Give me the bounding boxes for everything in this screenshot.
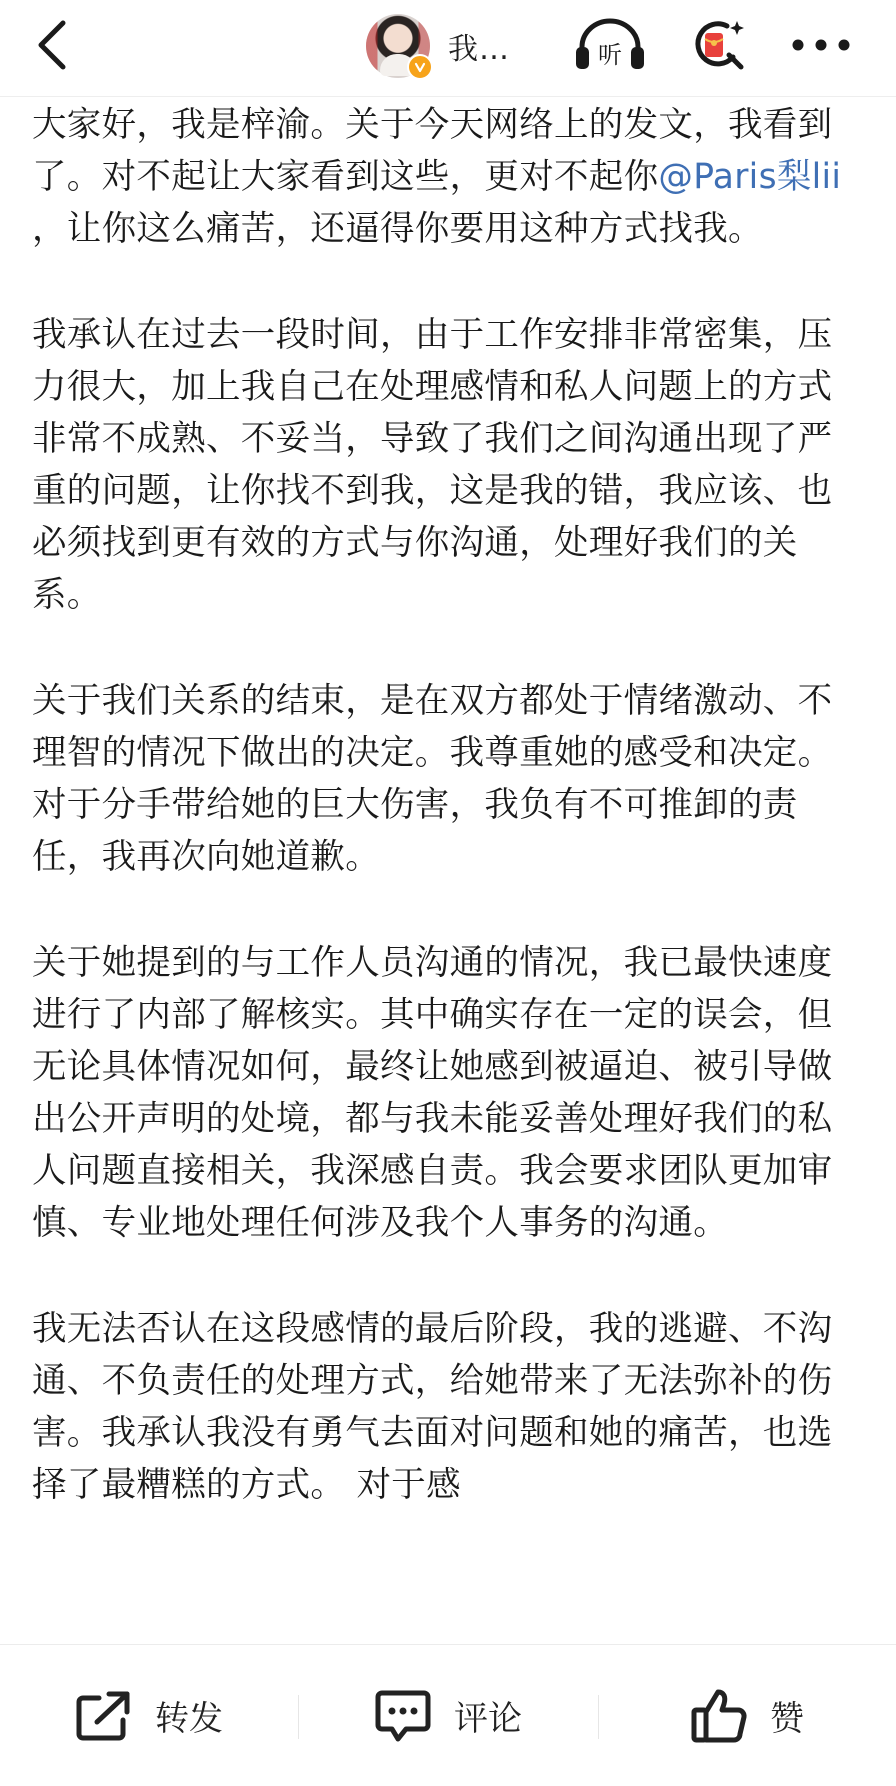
listen-button[interactable] bbox=[572, 10, 648, 80]
repost-button[interactable] bbox=[0, 1645, 298, 1786]
bottom-action-bar bbox=[0, 1644, 896, 1786]
post-body bbox=[32, 96, 864, 1642]
red-envelope-search-icon bbox=[691, 17, 747, 73]
more-options-button[interactable] bbox=[786, 10, 856, 80]
chevron-left-icon bbox=[35, 19, 69, 71]
avatar[interactable] bbox=[366, 14, 430, 78]
paragraph-text: 大家好，我是梓渝。关于今天网络上的发文，我看到了。对不起让大家看到这些，更对不起你 bbox=[32, 105, 833, 197]
more-horizontal-icon bbox=[790, 37, 852, 53]
author-profile[interactable] bbox=[366, 8, 510, 84]
comment-button[interactable] bbox=[298, 1645, 598, 1786]
like-label: 赞 bbox=[770, 1699, 804, 1739]
post-paragraph-1 bbox=[32, 99, 864, 255]
verified-badge-icon bbox=[407, 54, 433, 80]
top-nav-bar bbox=[0, 0, 896, 97]
paragraph-text: ，让你这么痛苦，还逼得你要用这种方式找我。 bbox=[32, 209, 763, 249]
post-paragraph-5: 我无法否认在这段感情的最后阶段，我的逃避、不沟通、不负责任的处理方式，给她带来了无法弥补的伤害。我承认我没有勇气去面对问题和她的痛苦，也选择了最糟糕的方式。 对于感 bbox=[32, 1309, 833, 1505]
comment-label: 评论 bbox=[454, 1699, 522, 1739]
red-envelope-search-button[interactable] bbox=[688, 10, 750, 80]
repost-icon bbox=[75, 1690, 133, 1742]
headphones-icon bbox=[574, 17, 646, 73]
thumbs-up-icon bbox=[690, 1688, 748, 1744]
mention-link[interactable]: @Paris梨lii bbox=[658, 157, 842, 197]
author-name[interactable]: 我… bbox=[448, 32, 510, 67]
post-paragraph-3: 关于我们关系的结束，是在双方都处于情绪激动、不理智的情况下做出的决定。我尊重她的感受和决定。 对于分手带给她的巨大伤害，我负有不可推卸的责任，我再次向她道歉。 bbox=[32, 681, 833, 877]
post-paragraph-2: 我承认在过去一段时间，由于工作安排非常密集，压力很大，加上我自己在处理感情和私人问题上的方式非常不成熟、不妥当，导致了我们之间沟通出现了严重的问题，让你找不到我，这是我的错，我应该、也必须找到更有效的方式与你沟通，处理好我们的关系。 bbox=[32, 315, 833, 615]
like-button[interactable] bbox=[598, 1645, 896, 1786]
post-paragraph-4: 关于她提到的与工作人员沟通的情况，我已最快速度进行了内部了解核实。其中确实存在一定的误会，但无论具体情况如何，最终让她感到被逼迫、被引导做出公开声明的处境，都与我未能妥善处理好我们的私人问题直接相关，我深感自责。我会要求团队更加审慎、专业地处理任何涉及我个人事务的沟通。 bbox=[32, 943, 833, 1243]
listen-label: 听 bbox=[598, 41, 622, 69]
comment-icon bbox=[374, 1689, 432, 1743]
repost-label: 转发 bbox=[155, 1699, 223, 1739]
back-button[interactable] bbox=[22, 14, 82, 76]
